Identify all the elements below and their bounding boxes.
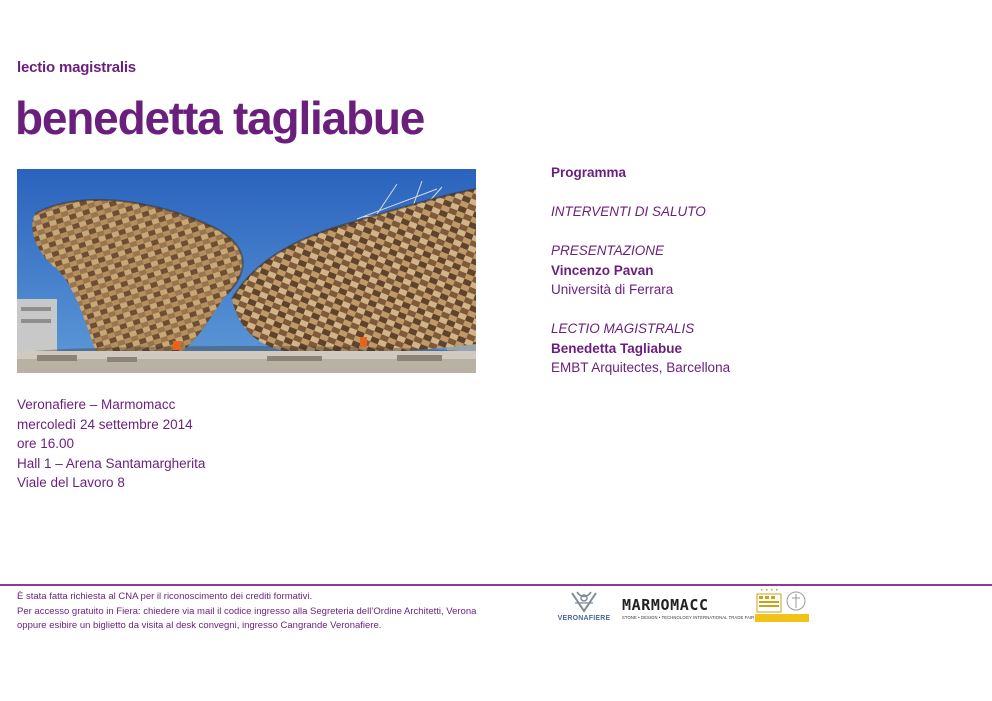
venue-block	[17, 395, 205, 493]
footer-divider	[0, 584, 992, 586]
venue-date: mercoledì 24 settembre 2014	[17, 416, 193, 432]
marmomacc-wordmark: MARMOMACC	[622, 596, 709, 614]
venue-hall: Hall 1 – Arena Santamargherita	[17, 455, 206, 471]
speaker-name: Vincenzo Pavan	[551, 262, 654, 278]
section-label: LECTIO MAGISTRALIS	[551, 321, 695, 336]
veronafiere-wordmark: VERONAFIERE	[557, 615, 611, 622]
marmomacc-tagline: STONE • DESIGN • TECHNOLOGY INTERNATIONAL TRADE FAIR	[622, 615, 755, 620]
venue-address: Viale del Lavoro 8	[17, 475, 125, 491]
veronafiere-mark-icon	[569, 589, 599, 615]
program-block	[551, 163, 911, 378]
speaker-title: benedetta tagliabue	[15, 92, 425, 144]
marmomacc-logo	[622, 596, 755, 622]
speaker-affiliation: Università di Ferrara	[551, 282, 674, 297]
footer-line: È stata fatta richiesta al CNA per il riconoscimento dei crediti formativi.	[17, 591, 313, 602]
footer-line: oppure esibire un biglietto da visita al desk convegni, ingresso Cangrande Veronafiere.	[17, 620, 382, 631]
ordine-architetti-logo	[755, 588, 809, 622]
footer-notes	[17, 590, 537, 634]
event-type-label: lectio magistralis	[17, 59, 136, 76]
speaker-affiliation: EMBT Arquitectes, Barcellona	[551, 360, 731, 375]
speaker-name: Benedetta Tagliabue	[551, 340, 683, 356]
section-label: PRESENTAZIONE	[551, 243, 665, 258]
veronafiere-logo	[551, 589, 617, 625]
section-label: INTERVENTI DI SALUTO	[551, 204, 706, 219]
pavilion-photo	[17, 169, 476, 373]
venue-time: ore 16.00	[17, 436, 75, 452]
program-heading: Programma	[551, 165, 627, 180]
footer-line: Per accesso gratuito in Fiera: chiedere via mail il codice ingresso alla Segreteria dell’Ordine Architetti, Verona	[17, 605, 477, 617]
venue-line: Veronafiere – Marmomacc	[17, 397, 176, 412]
